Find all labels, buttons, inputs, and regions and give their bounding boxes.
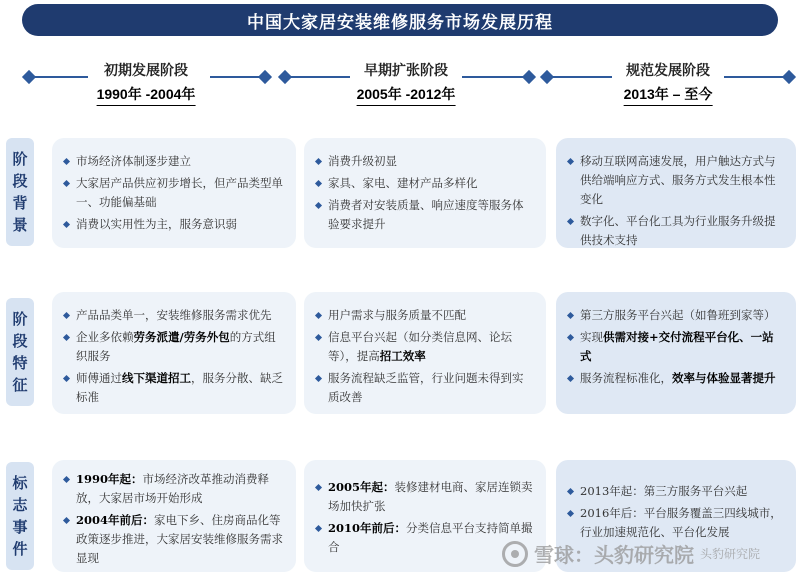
list-item: 2013年起：第三方服务平台兴起 [568,482,784,501]
card-background-stage1 [52,138,296,248]
card-events-stage1 [52,460,296,572]
list-item: 大家居产品供应初步增长，但产品类型单一、功能偏基础 [64,174,284,212]
stage-years: 2013年 – 至今 [624,84,713,106]
list-item: 师傅通过线下渠道招工，服务分散、缺乏标准 [64,369,284,407]
list-item: 家具、家电、建材产品多样化 [316,174,534,193]
list-item: 服务流程缺乏监管，行业问题未得到实质改善 [316,369,534,407]
card-background-stage2 [304,138,546,248]
stage-years: 2005年 -2012年 [357,84,456,106]
list-item: 消费者对安装质量、响应速度等服务体验要求提升 [316,196,534,234]
stage-header-1 [22,54,270,106]
list-item: 信息平台兴起（如分类信息网、论坛等），提高招工效率 [316,328,534,366]
list-item: 市场经济体制逐步建立 [64,152,284,171]
card-features-stage2 [304,292,546,414]
snowball-logo-icon [502,541,528,567]
list-item: 1990年起：市场经济改革推动消费释放，大家居市场开始形成 [64,470,284,508]
card-features-stage1 [52,292,296,414]
list-item: 实现供需对接+交付流程平台化、一站式 [568,328,784,366]
row-label-features: 阶 段 特 征 [6,298,34,406]
stage-years: 1990年 -2004年 [97,84,196,106]
stage-header-3 [540,54,796,106]
list-item: 第三方服务平台兴起（如鲁班到家等） [568,306,784,325]
row-label-background: 阶 段 背 景 [6,138,34,246]
list-item: 2016年后：平台服务覆盖三四线城市，行业加速规范化、平台化发展 [568,504,784,542]
list-item: 消费以实用性为主，服务意识弱 [64,215,284,234]
page-title: 中国大家居安装维修服务市场发展历程 [22,4,778,36]
watermark-text: 雪球：头豹研究院 [533,543,694,567]
list-item: 移动互联网高速发展，用户触达方式与供给端响应方式、服务方式发生根本性变化 [568,152,784,209]
row-label-events: 标 志 事 件 [6,462,34,570]
list-item: 数字化、平台化工具为行业服务升级提供技术支持 [568,212,784,250]
list-item: 服务流程标准化，效率与体验显著提升 [568,369,784,388]
watermark-subtext: 头豹研究院 [699,547,760,561]
stage-name: 初期发展阶段 [104,63,188,79]
card-features-stage3 [556,292,796,414]
stage-name: 规范发展阶段 [626,63,710,79]
list-item: 2010年前后：分类信息平台支持简单撮合 [316,519,534,557]
list-item: 用户需求与服务质量不匹配 [316,306,534,325]
list-item: 2004年前后：家电下乡、住房商品化等政策逐步推进，大家居安装维修服务需求显现 [64,511,284,568]
card-background-stage3 [556,138,796,248]
list-item: 2005年起：装修建材电商、家居连锁卖场加快扩张 [316,478,534,516]
list-item: 产品品类单一，安装维修服务需求优先 [64,306,284,325]
watermark [502,539,760,568]
stage-name: 早期扩张阶段 [364,63,448,79]
list-item: 企业多依赖劳务派遣/劳务外包的方式组织服务 [64,328,284,366]
list-item: 消费升级初显 [316,152,534,171]
stage-header-2 [278,54,534,106]
